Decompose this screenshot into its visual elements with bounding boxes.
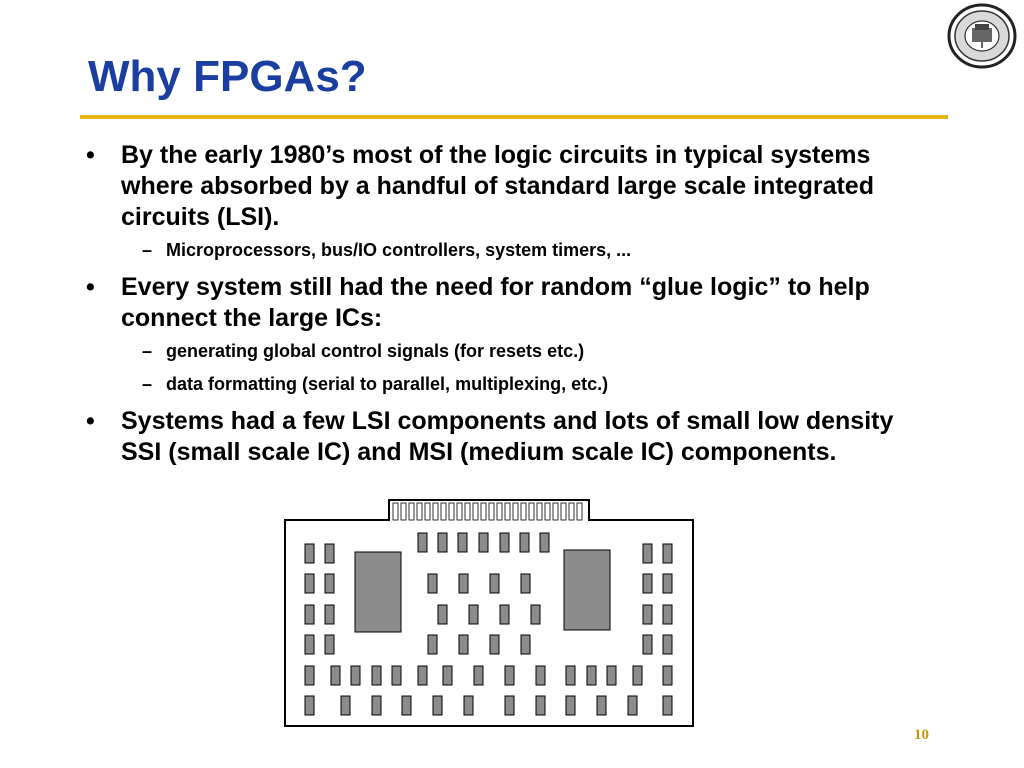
connector-pin	[425, 503, 430, 520]
connector-pin	[393, 503, 398, 520]
connector-pin	[481, 503, 486, 520]
connector-pin	[529, 503, 534, 520]
bullet-1-text: By the early 1980’s most of the logic circuits in typical systems where absorbed by a handful of standard large scale integrated circuits (LSI).	[121, 141, 874, 231]
connector-pin	[521, 503, 526, 520]
bullet-3-text: Systems had a few LSI components and lots of small low density SSI (small scale IC) and MSI (medium scale IC) components.	[121, 407, 894, 466]
connector-pin	[449, 503, 454, 520]
small-chip	[643, 574, 652, 593]
connector-pin	[489, 503, 494, 520]
sub-bullet-2-2-text: data formatting (serial to parallel, multiplexing, etc.)	[166, 374, 609, 394]
connector-pin	[569, 503, 574, 520]
small-chip	[418, 533, 427, 552]
sub-bullet-marker: –	[142, 341, 153, 361]
small-chip	[458, 533, 467, 552]
connector-pin	[545, 503, 550, 520]
bullet-1	[86, 140, 916, 233]
small-chip	[325, 574, 334, 593]
small-chip	[341, 696, 350, 715]
small-chip	[325, 544, 334, 563]
small-chip	[305, 666, 314, 685]
bullet-3	[86, 406, 916, 468]
small-chip	[428, 574, 437, 593]
small-chip	[392, 666, 401, 685]
sub-bullet-2-1-text: generating global control signals (for resets etc.)	[166, 341, 585, 361]
sub-bullet-1-1	[86, 239, 916, 261]
connector-pin	[497, 503, 502, 520]
small-chip	[500, 533, 509, 552]
connector-pin	[553, 503, 558, 520]
small-chip	[607, 666, 616, 685]
small-chip	[351, 666, 360, 685]
small-chip	[325, 635, 334, 654]
circuit-board-icon	[283, 498, 697, 730]
connector-pin	[457, 503, 462, 520]
small-chip	[536, 666, 545, 685]
connector-pin	[537, 503, 542, 520]
bullet-marker: •	[86, 407, 95, 435]
connector-pin	[417, 503, 422, 520]
small-chip	[372, 666, 381, 685]
small-chip	[521, 635, 530, 654]
sub-bullet-2-2	[86, 373, 916, 395]
small-chip	[474, 666, 483, 685]
small-chip	[305, 635, 314, 654]
small-chip	[643, 605, 652, 624]
small-chip	[469, 605, 478, 624]
slide-title: Why FPGAs?	[88, 52, 367, 101]
small-chip	[663, 666, 672, 685]
lsi-chip	[564, 550, 610, 630]
university-seal-icon	[946, 2, 1018, 70]
bullet-2	[86, 272, 916, 334]
sub-bullet-marker: –	[142, 374, 153, 394]
small-chip	[305, 696, 314, 715]
small-chip	[438, 533, 447, 552]
bullet-list	[86, 140, 916, 474]
small-chip	[633, 666, 642, 685]
small-chip	[443, 666, 452, 685]
small-chip	[628, 696, 637, 715]
small-chip	[531, 605, 540, 624]
small-chip	[433, 696, 442, 715]
connector-pin	[473, 503, 478, 520]
small-chip	[597, 696, 606, 715]
sub-bullet-2-1	[86, 340, 916, 362]
small-chip	[305, 574, 314, 593]
small-chip	[372, 696, 381, 715]
connector-pin	[465, 503, 470, 520]
connector-pin	[433, 503, 438, 520]
small-chip	[505, 666, 514, 685]
small-chip	[663, 635, 672, 654]
small-chip	[325, 605, 334, 624]
connector-pin	[577, 503, 582, 520]
small-chip	[663, 544, 672, 563]
small-chip	[566, 666, 575, 685]
bullet-2-text: Every system still had the need for random “glue logic” to help connect the large ICs:	[121, 273, 870, 332]
small-chip	[663, 574, 672, 593]
connector-pin	[409, 503, 414, 520]
small-chip	[643, 635, 652, 654]
connector-pin	[561, 503, 566, 520]
small-chip	[566, 696, 575, 715]
small-chip	[521, 574, 530, 593]
small-chip	[428, 635, 437, 654]
small-chip	[663, 605, 672, 624]
small-chip	[663, 696, 672, 715]
title-underline	[80, 115, 948, 119]
small-chip	[490, 574, 499, 593]
small-chip	[305, 544, 314, 563]
small-chip	[464, 696, 473, 715]
small-chip	[479, 533, 488, 552]
lsi-chip	[355, 552, 401, 632]
small-chip	[505, 696, 514, 715]
small-chip	[418, 666, 427, 685]
small-chip	[643, 544, 652, 563]
connector-pin	[401, 503, 406, 520]
small-chip	[540, 533, 549, 552]
small-chip	[536, 696, 545, 715]
small-chip	[438, 605, 447, 624]
small-chip	[500, 605, 509, 624]
bullet-marker: •	[86, 141, 95, 169]
small-chip	[587, 666, 596, 685]
small-chip	[331, 666, 340, 685]
bullet-marker: •	[86, 273, 95, 301]
small-chip	[459, 635, 468, 654]
small-chip	[520, 533, 529, 552]
sub-bullet-marker: –	[142, 240, 153, 260]
small-chip	[459, 574, 468, 593]
connector-pin	[513, 503, 518, 520]
small-chip	[402, 696, 411, 715]
sub-bullet-1-1-text: Microprocessors, bus/IO controllers, system timers, ...	[166, 240, 632, 260]
small-chip	[490, 635, 499, 654]
small-chip	[305, 605, 314, 624]
connector-pin	[505, 503, 510, 520]
connector-pin	[441, 503, 446, 520]
page-number: 10	[914, 727, 929, 743]
